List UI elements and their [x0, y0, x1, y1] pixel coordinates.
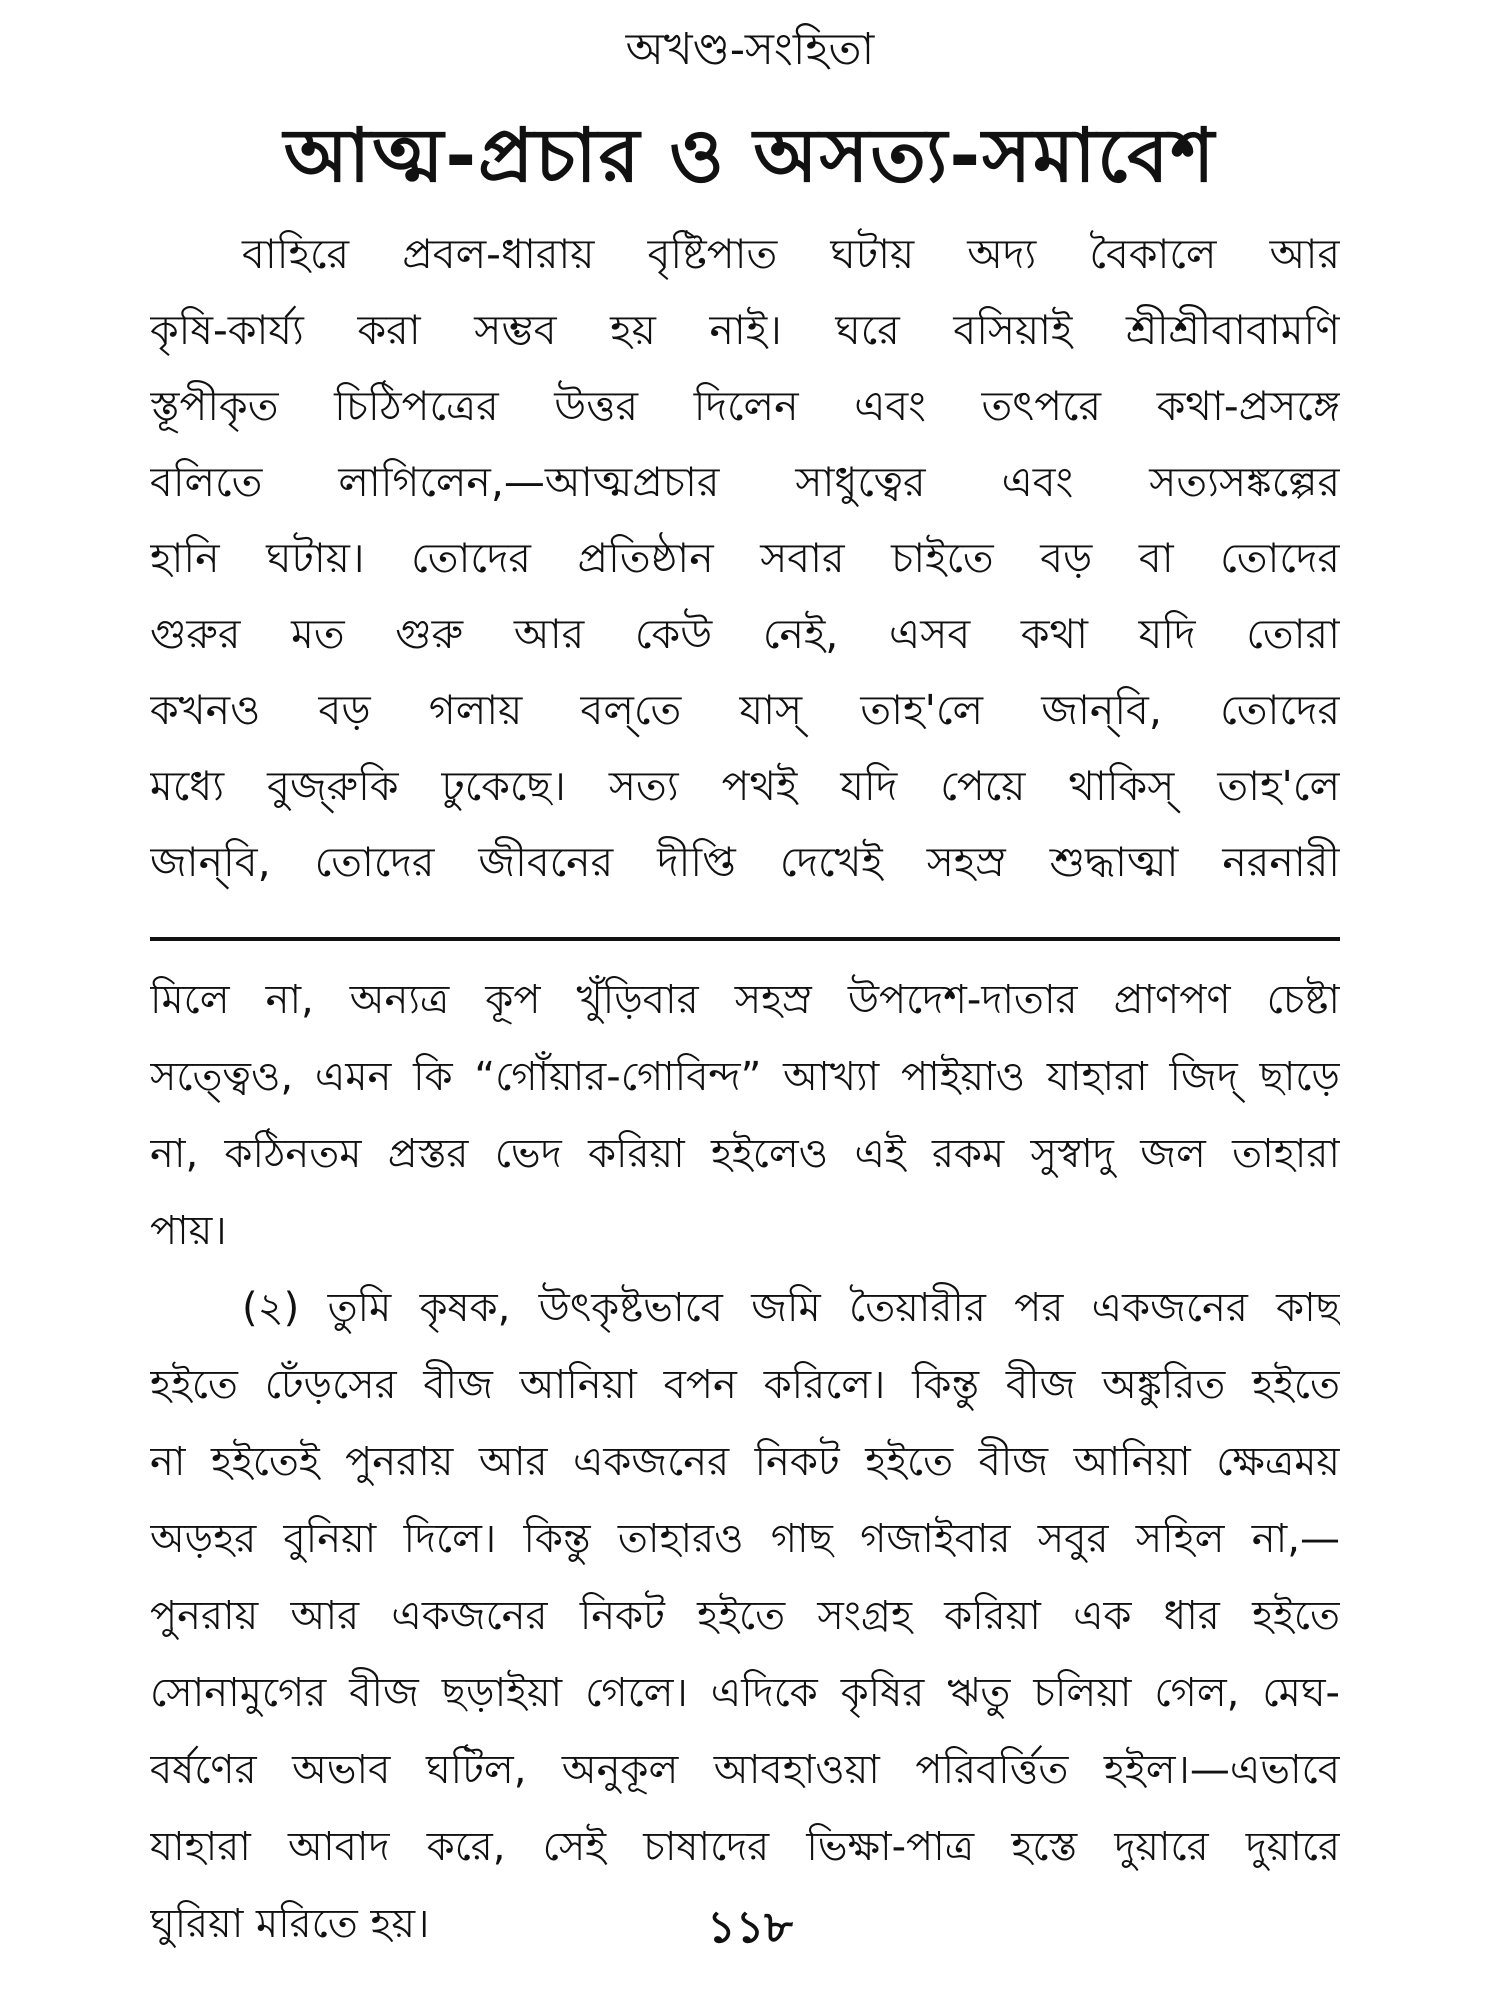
running-header: অখণ্ড-সংহিতা — [625, 24, 875, 75]
section-divider — [150, 937, 1340, 941]
text-line: স্তূপীকৃত চিঠিপত্রের উত্তর দিলেন এবং তৎপরে কথা-প্রসঙ্গে — [150, 382, 1340, 430]
text-line: হানি ঘটায়। তোদের প্রতিষ্ঠান সবার চাইতে বড় বা তোদের — [150, 534, 1340, 582]
chapter-title: আত্ম-প্রচার ও অসত্য-সমাবেশ — [283, 113, 1217, 199]
text-line: জান্‌বি, তোদের জীবনের দীপ্তি দেখেই সহস্র শুদ্ধাত্মা নরনারী — [150, 838, 1340, 886]
text-line: অড়হর বুনিয়া দিলে। কিন্তু তাহারও গাছ গজাইবার সবুর সহিল না,— — [150, 1516, 1340, 1562]
text-line: মধ্যে বুজ্‌রুকি ঢুকেছে। সত্য পথই যদি পেয়ে থাকিস্‌ তাহ'লে — [150, 762, 1340, 810]
text-line: মিলে না, অন্যত্র কূপ খুঁড়িবার সহস্র উপদেশ-দাতার প্রাণপণ চেষ্টা — [150, 977, 1340, 1023]
text-line: ঘুরিয়া মরিতে হয়। — [150, 1901, 430, 1947]
text-line: সত্ত্বেও, এমন কি “গোঁয়ার-গোবিন্দ” আখ্যা পাইয়াও যাহারা জিদ্‌ ছাড়ে — [150, 1054, 1340, 1100]
text-line: পুনরায় আর একজনের নিকট হইতে সংগ্রহ করিয়া এক ধার হইতে — [150, 1593, 1340, 1639]
text-line: (২) তুমি কৃষক, উৎকৃষ্টভাবে জমি তৈয়ারীর পর একজনের কাছ — [242, 1285, 1340, 1331]
text-line: বলিতে লাগিলেন,—আত্মপ্রচার সাধুত্বের এবং সত্যসঙ্কল্পের — [150, 458, 1340, 506]
text-line: না হইতেই পুনরায় আর একজনের নিকট হইতে বীজ আনিয়া ক্ষেত্রময় — [150, 1439, 1340, 1485]
text-line: যাহারা আবাদ করে, সেই চাষাদের ভিক্ষা-পাত্র হস্তে দুয়ারে দুয়ারে — [150, 1824, 1340, 1870]
text-line: পায়। — [150, 1208, 227, 1254]
text-line: গুরুর মত গুরু আর কেউ নেই, এসব কথা যদি তোরা — [150, 610, 1340, 658]
body-text-top — [150, 216, 1340, 900]
text-line: কৃষি-কার্য্য করা সম্ভব হয় নাই। ঘরে বসিয়াই শ্রীশ্রীবাবামণি — [150, 306, 1340, 354]
text-line: বাহিরে প্রবল-ধারায় বৃষ্টিপাত ঘটায় অদ্য বৈকালে আর — [242, 230, 1340, 278]
text-line: বর্ষণের অভাব ঘটিল, অনুকূল আবহাওয়া পরিবর্ত্তিত হইল।—এভাবে — [150, 1747, 1340, 1793]
text-line: না, কঠিনতম প্রস্তর ভেদ করিয়া হইলেও এই রকম সুস্বাদু জল তাহারা — [150, 1131, 1340, 1177]
body-text-bottom — [150, 962, 1340, 1963]
text-line: সোনামুগের বীজ ছড়াইয়া গেলে। এদিকে কৃষির ঋতু চলিয়া গেল, মেঘ- — [150, 1670, 1340, 1716]
text-line: হইতে ঢেঁড়সের বীজ আনিয়া বপন করিলে। কিন্তু বীজ অঙ্কুরিত হইতে — [150, 1362, 1340, 1408]
text-line: কখনও বড় গলায় বল্‌তে যাস্‌ তাহ'লে জান্‌বি, তোদের — [150, 686, 1340, 734]
page-number: ১১৮ — [707, 1902, 793, 1953]
